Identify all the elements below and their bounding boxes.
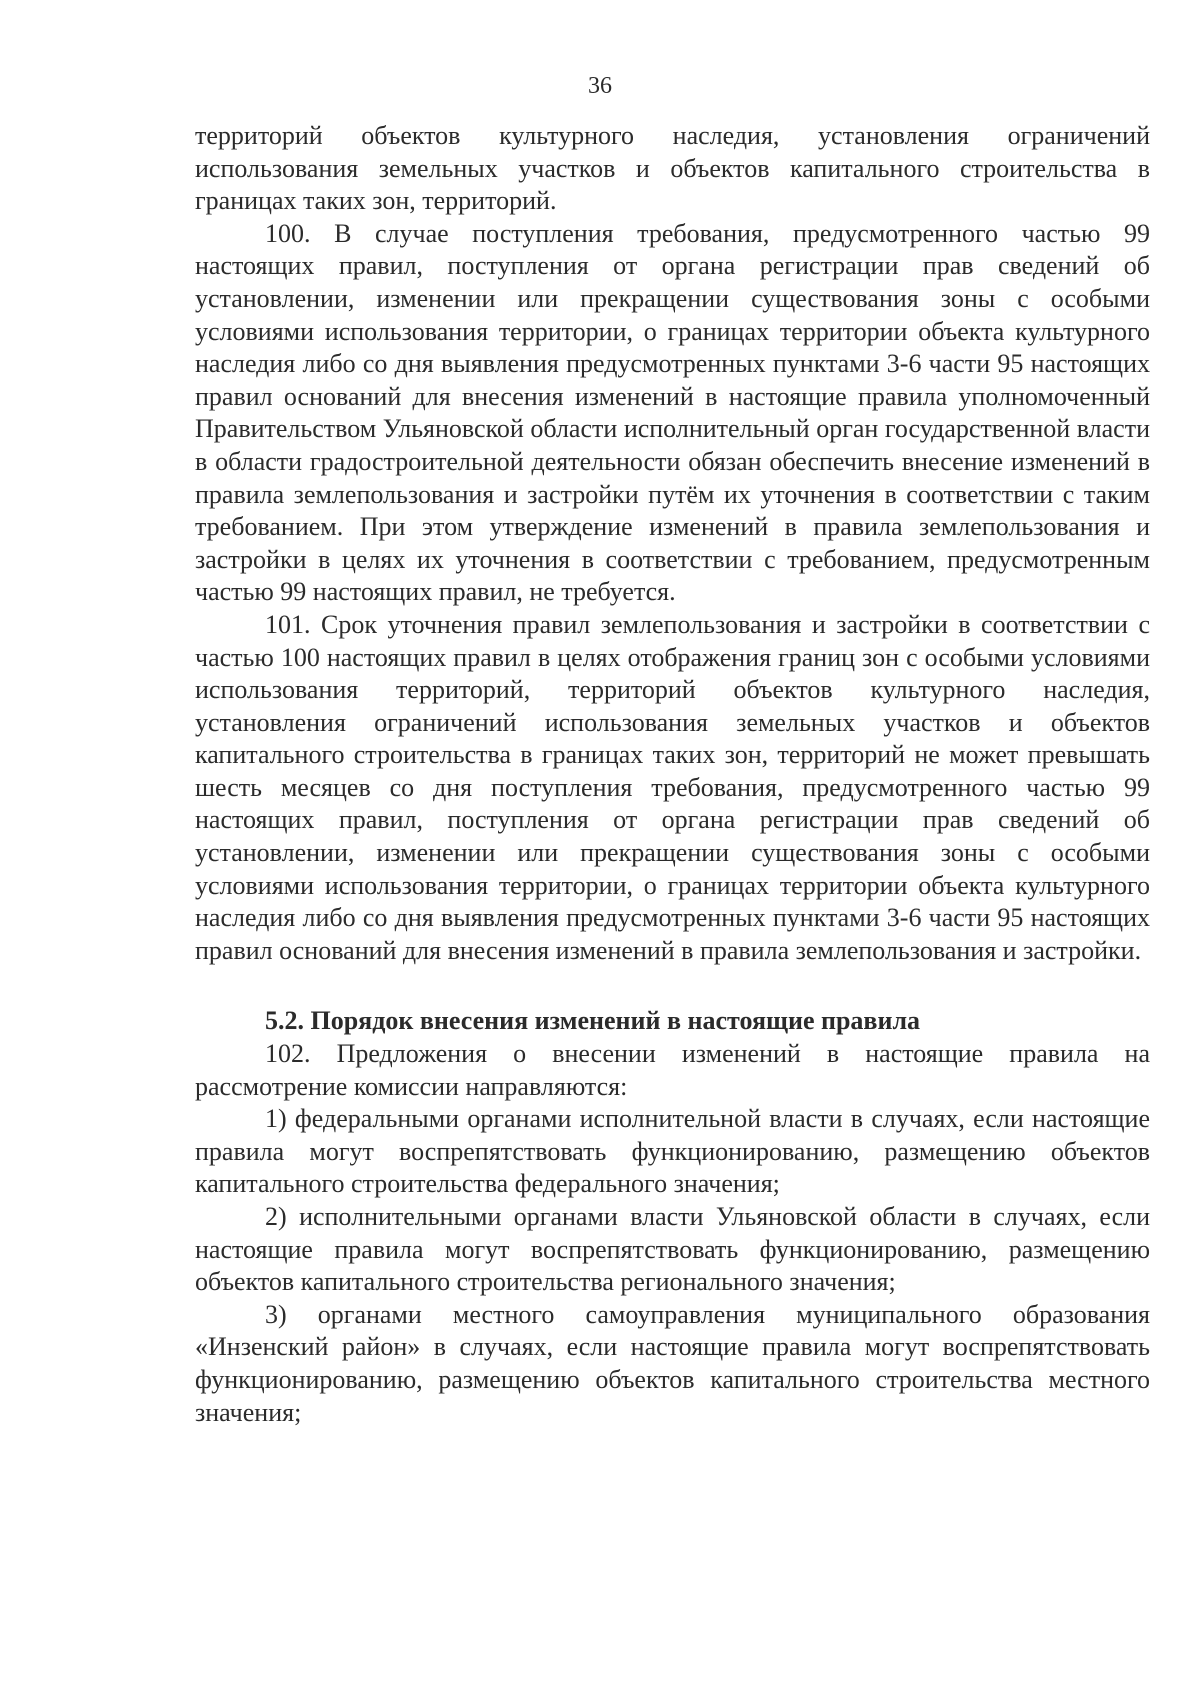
paragraph-101: 101. Срок уточнения правил землепользования и застройки в соответствии с частью 100 настоящих правил в целях отображения границ зон с особыми условиями использования территорий, территорий объектов культурного наследия, установления ограничений использования земельных участков и объектов капитального строительства в границах таких зон, территорий не может превышать шесть месяцев со дня поступления требования, предусмотренного частью 99 настоящих правил, поступления от органа регистрации прав сведений об установлении, изменении или прекращении существования зоны с особыми условиями использования территории, о границах территории объекта культурного наследия либо со дня выявления предусмотренных пунктами 3-6 части 95 настоящих правил оснований для внесения изменений в правила землепользования и застройки. [195, 609, 1150, 965]
list-item-2: 2) исполнительными органами власти Ульяновской области в случаях, если настоящие правила могут воспрепятствовать функционированию, размещению объектов капитального строительства регионального значения; [195, 1202, 1150, 1297]
list-item-3: 3) органами местного самоуправления муниципального образования «Инзенский район» в случаях, если настоящие правила могут воспрепятствовать функционированию, размещению объектов капитального строительства местного значения; [195, 1299, 1150, 1427]
list-item-1: 1) федеральными органами исполнительной власти в случаях, если настоящие правила могут воспрепятствовать функционированию, размещению объектов капитального строительства федерального значения; [195, 1104, 1150, 1199]
document-body [195, 120, 1150, 1429]
page-number: 36 [588, 73, 612, 99]
paragraph-continuation: территорий объектов культурного наследия, установления ограничений использования земельных участков и объектов капитального строительства в границах таких зон, территорий. [195, 121, 1150, 216]
paragraph-100: 100. В случае поступления требования, предусмотренного частью 99 настоящих правил, поступления от органа регистрации прав сведений об установлении, изменении или прекращении существования зоны с особыми условиями использования территории, о границах территории объекта культурного наследия либо со дня выявления предусмотренных пунктами 3-6 части 95 настоящих правил оснований для внесения изменений в настоящие правила уполномоченный Правительством Ульяновской области исполнительный орган государственной власти в области градостроительной деятельности обязан обеспечить внесение изменений в правила землепользования и застройки путём их уточнения в соответствии с таким требованием. При этом утверждение изменений в правила землепользования и застройки в целях их уточнения в соответствии с требованием, предусмотренным частью 99 настоящих правил, не требуется. [195, 218, 1150, 607]
section-spacer [195, 967, 1150, 1005]
paragraph-102: 102. Предложения о внесении изменений в настоящие правила на рассмотрение комиссии направляются: [195, 1039, 1150, 1101]
section-heading: 5.2. Порядок внесения изменений в настоящие правила [265, 1006, 921, 1036]
